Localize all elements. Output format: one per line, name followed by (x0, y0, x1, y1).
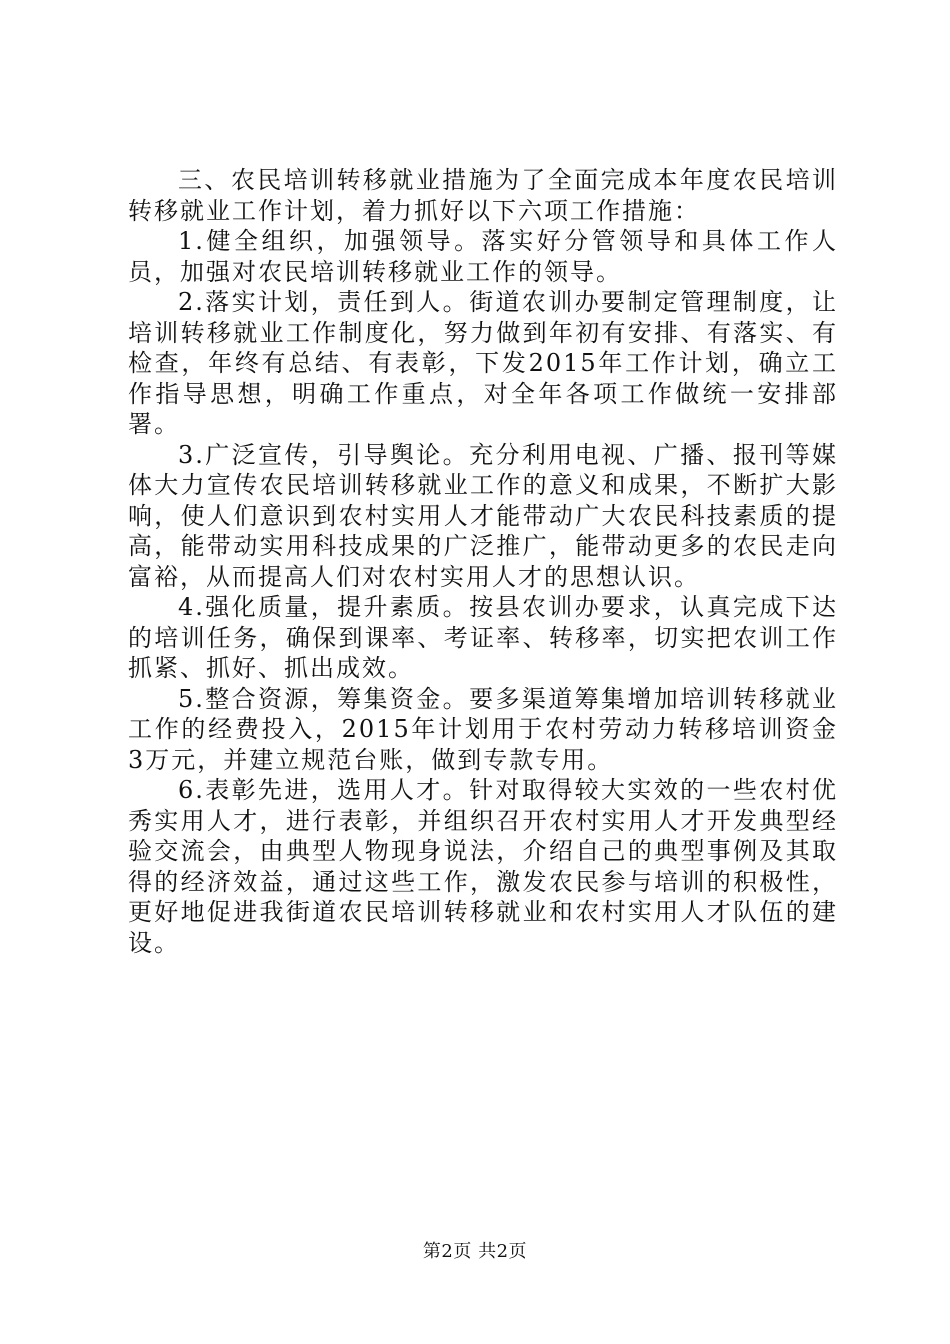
measure-paragraph-3: 3.广泛宣传，引导舆论。充分利用电视、广播、报刊等媒体大力宣传农民培训转移就业工作的意义和成果，不断扩大影响，使人们意识到农村实用人才能带动广大农民科技素质的提高，能带动实用科技成果的广泛推广，能带动更多的农民走向富裕，从而提高人们对农村实用人才的思想认识。 (128, 440, 838, 591)
measure-paragraph-4: 4.强化质量，提升素质。按县农训办要求，认真完成下达的培训任务，确保到课率、考证率、转移率，切实把农训工作抓紧、抓好、抓出成效。 (128, 593, 838, 682)
document-body (128, 165, 838, 958)
measure-paragraph-6: 6.表彰先进，选用人才。针对取得较大实效的一些农村优秀实用人才，进行表彰，并组织召开农村实用人才开发典型经验交流会，由典型人物现身说法，介绍自己的典型事例及其取得的经济效益，通过这些工作，激发农民参与培训的积极性，更好地促进我街道农民培训转移就业和农村实用人才队伍的建设。 (128, 776, 838, 957)
measure-paragraph-1: 1.健全组织，加强领导。落实好分管领导和具体工作人员，加强对农民培训转移就业工作的领导。 (128, 227, 838, 286)
measure-paragraph-2: 2.落实计划，责任到人。街道农训办要制定管理制度，让培训转移就业工作制度化，努力做到年初有安排、有落实、有检查，年终有总结、有表彰，下发2015年工作计划，确立工作指导思想，明确工作重点，对全年各项工作做统一安排部署。 (128, 288, 838, 438)
page-number-footer: 第2页 共2页 (422, 1241, 528, 1262)
section-paragraph-intro: 三、农民培训转移就业措施为了全面完成本年度农民培训转移就业工作计划，着力抓好以下六项工作措施： (128, 166, 838, 225)
measure-paragraph-5: 5.整合资源，筹集资金。要多渠道筹集增加培训转移就业工作的经费投入，2015年计划用于农村劳动力转移培训资金3万元，并建立规范台账，做到专款专用。 (128, 684, 838, 774)
